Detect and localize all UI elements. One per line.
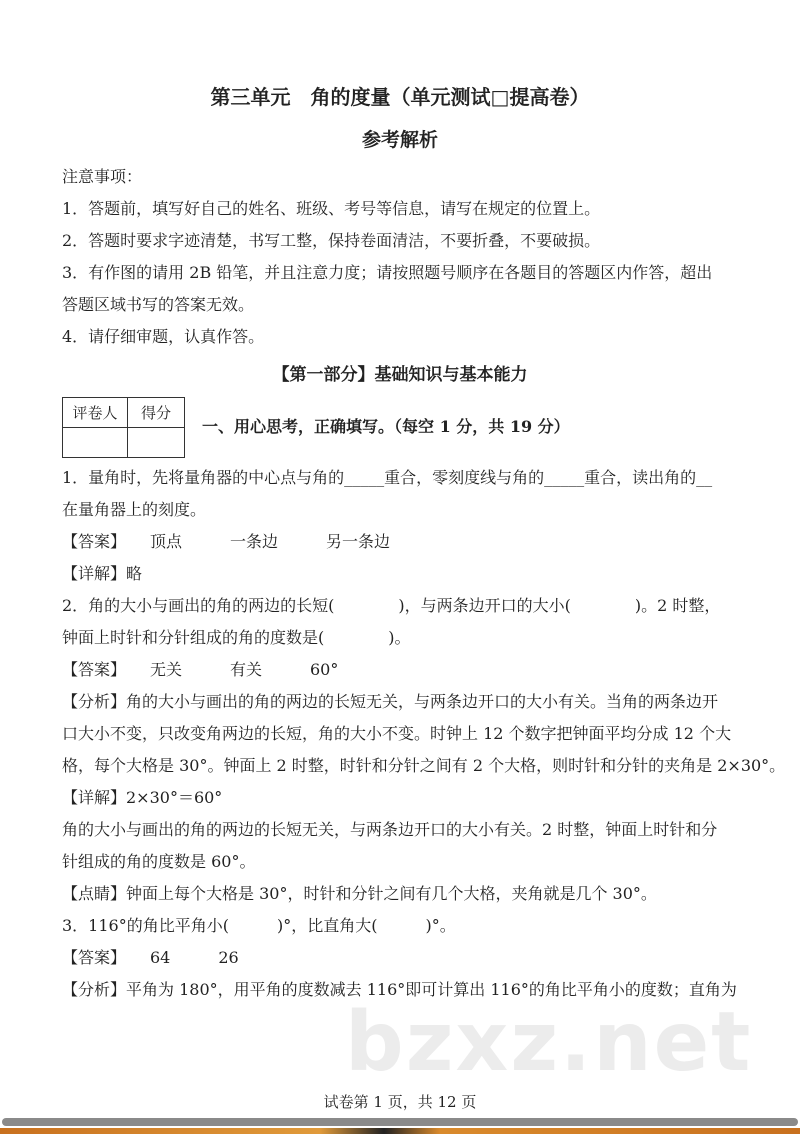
score-table <box>62 397 185 458</box>
score-cell <box>128 428 185 458</box>
horizontal-scrollbar[interactable] <box>2 1118 798 1126</box>
content-line: 2．角的大小与画出的角的两边的长短( )，与两条边开口的大小( )。2 时整， <box>62 596 721 615</box>
background-strip <box>0 1128 800 1134</box>
notice-item: 4．请仔细审题，认真作答。 <box>62 327 265 346</box>
content-line: 【答案】 顶点 一条边 另一条边 <box>62 532 391 551</box>
content-line: 钟面上时针和分针组成的角的度数是( )。 <box>62 628 411 647</box>
reviewer-cell <box>63 428 128 458</box>
content-line: 1．量角时，先将量角器的中心点与角的_____重合，零刻度线与角的_____重合，读出角的__ <box>62 468 713 487</box>
content-line: 【答案】 无关 有关 60° <box>62 660 339 679</box>
content-line: 角的大小与画出的角的两边的长短无关，与两条边开口的大小有关。2 时整，钟面上时针和分 <box>62 820 718 839</box>
part-heading: 【第一部分】基础知识与基本能力 <box>272 365 528 385</box>
content-line: 【分析】角的大小与画出的角的两边的长短无关，与两条边开口的大小有关。当角的两条边开 <box>62 692 719 711</box>
content-line: 针组成的角的度数是 60°。 <box>62 852 256 871</box>
content-line: 在量角器上的刻度。 <box>62 500 207 519</box>
page-title: 第三单元 角的度量（单元测试□提高卷） <box>210 85 590 109</box>
reviewer-label: 评卷人 <box>63 398 128 428</box>
notice-item: 2．答题时要求字迹清楚，书写工整，保持卷面清洁，不要折叠，不要破损。 <box>62 231 601 250</box>
notice-heading: 注意事项： <box>62 167 143 186</box>
score-label: 得分 <box>128 398 185 428</box>
content-line: 【详解】2×30°＝60° <box>62 788 223 807</box>
page-subtitle: 参考解析 <box>361 129 438 151</box>
content-line: 口大小不变，只改变角两边的长短，角的大小不变。时钟上 12 个数字把钟面平均分成 12 个大 <box>62 724 732 743</box>
page-footer: 试卷第 1 页，共 12 页 <box>323 1093 477 1111</box>
content-line: 【详解】略 <box>62 564 143 583</box>
notice-item: 1．答题前，填写好自己的姓名、班级、考号等信息，请写在规定的位置上。 <box>62 199 601 218</box>
content-line: 【答案】 64 26 <box>62 948 239 967</box>
section-heading: 一、用心思考，正确填写。（每空 1 分，共 19 分） <box>202 417 570 436</box>
watermark: bzxz.net <box>345 995 753 1090</box>
notice-item: 3．有作图的请用 2B 铅笔，并且注意力度；请按照题号顺序在各题目的答题区内作答，超出 <box>62 263 713 282</box>
content-line: 【点睛】钟面上每个大格是 30°，时针和分针之间有几个大格，夹角就是几个 30°。 <box>62 884 657 903</box>
notice-item: 答题区域书写的答案无效。 <box>62 295 255 314</box>
content-line: 格，每个大格是 30°。钟面上 2 时整，时针和分针之间有 2 个大格，则时针和分针的夹角是 2×30°。 <box>62 756 786 775</box>
content-line: 【分析】平角为 180°，用平角的度数减去 116°即可计算出 116°的角比平角小的度数；直角为 <box>62 980 737 999</box>
content-line: 3．116°的角比平角小( )°，比直角大( )°。 <box>62 916 456 935</box>
